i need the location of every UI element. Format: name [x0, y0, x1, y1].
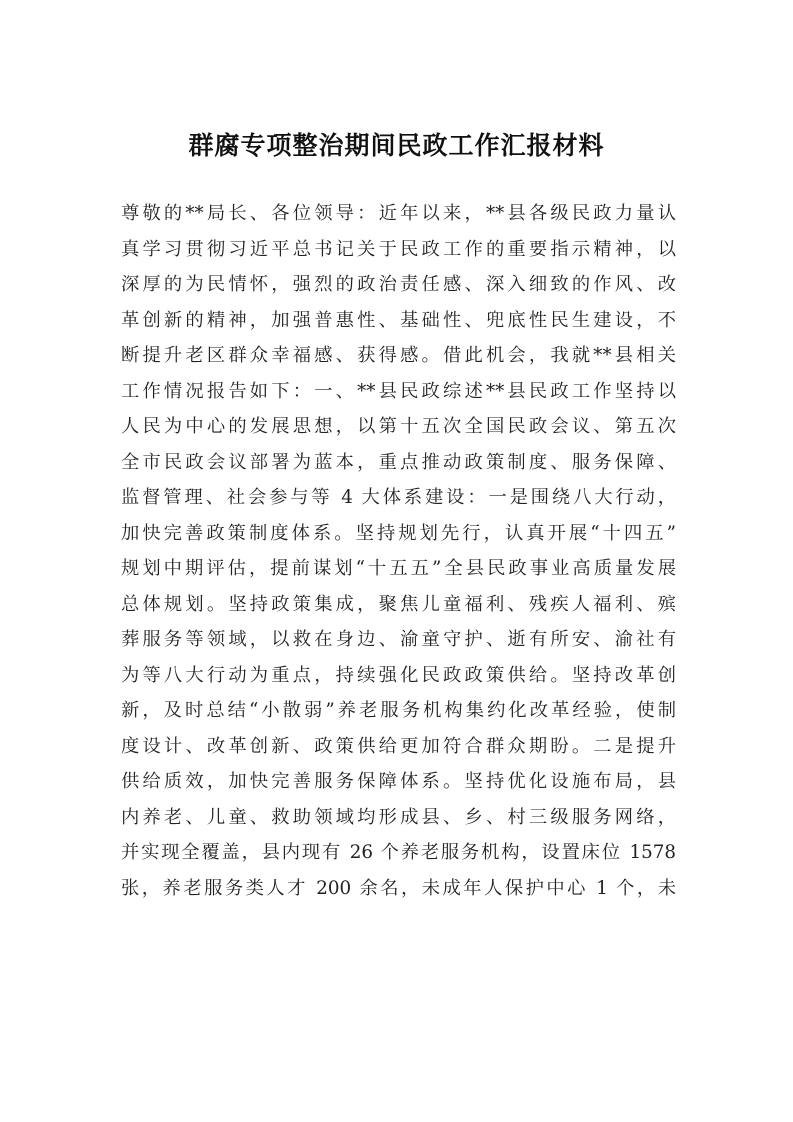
body-line: 张，养老服务类人才 200 余名，未成年人保护中心 1 个，未: [121, 877, 676, 899]
document-title: 群腐专项整治期间民政工作汇报材料: [188, 131, 605, 160]
body-line: 革创新的精神，加强普惠性、基础性、兜底性民生建设，不: [121, 309, 676, 331]
body-line: 并实现全覆盖，县内现有 26 个养老服务机构，设置床位 1578: [121, 842, 676, 863]
body-line: 监督管理、社会参与等 4 大体系建设：一是围绕八大行动，: [121, 487, 676, 508]
body-line: 断提升老区群众幸福感、获得感。借此机会，我就**县相关: [121, 345, 676, 366]
body-line: 工作情况报告如下：一、**县民政综述**县民政工作坚持以: [121, 380, 676, 402]
body-line: 深厚的为民情怀，强烈的政治责任感、深入细致的作风、改: [121, 274, 676, 295]
body-line: 人民为中心的发展思想，以第十五次全国民政会议、第五次: [121, 416, 676, 437]
body-line: 供给质效，加快完善服务保障体系。坚持优化设施布局，县: [121, 771, 676, 792]
body-line: 新，及时总结“小散弱”养老服务机构集约化改革经验，使制: [121, 700, 676, 721]
document-body: [121, 196, 676, 906]
body-line: 加快完善政策制度体系。坚持规划先行，认真开展“十四五”: [121, 522, 676, 544]
body-line: 内养老、儿童、救助领域均形成县、乡、村三级服务网络，: [121, 806, 676, 828]
body-line: 度设计、改革创新、政策供给更加符合群众期盼。二是提升: [121, 735, 676, 757]
body-line: 尊敬的**局长、各位领导：近年以来，**县各级民政力量认: [121, 203, 676, 224]
body-line: 规划中期评估，提前谋划“十五五”全县民政事业高质量发展: [121, 558, 676, 579]
body-line: 总体规划。坚持政策集成，聚焦儿童福利、残疾人福利、殡: [121, 593, 676, 615]
body-line: 为等八大行动为重点，持续强化民政政策供给。坚持改革创: [121, 664, 676, 686]
body-line: 全市民政会议部署为蓝本，重点推动政策制度、服务保障、: [121, 451, 676, 473]
body-line: 真学习贯彻习近平总书记关于民政工作的重要指示精神，以: [121, 238, 676, 260]
body-line: 葬服务等领域，以救在身边、渝童守护、逝有所安、渝社有: [121, 629, 676, 650]
